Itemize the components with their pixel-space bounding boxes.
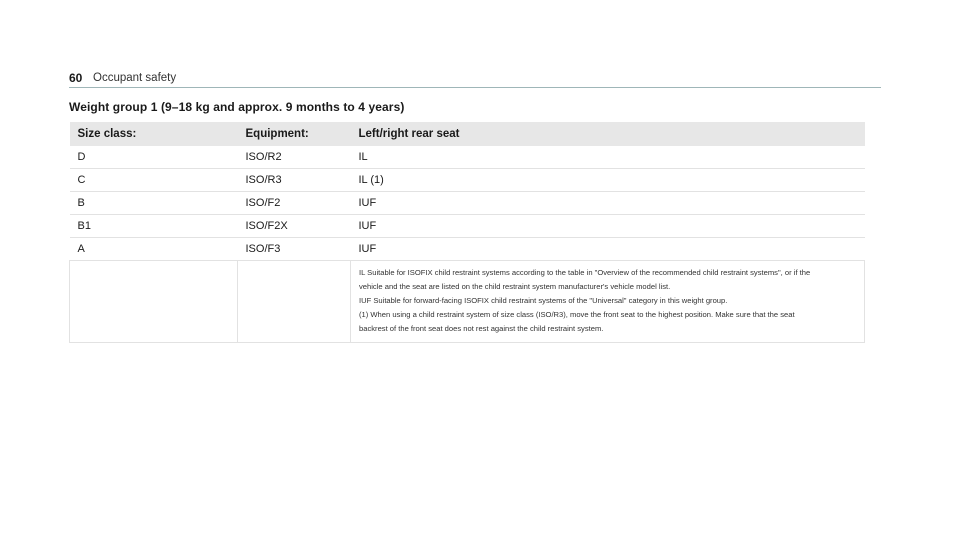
rear-seat-cell: IUF bbox=[351, 238, 865, 261]
table-row bbox=[70, 146, 865, 169]
equipment-cell: ISO/F2 bbox=[238, 192, 351, 215]
size-class-cell: B bbox=[70, 192, 238, 215]
footnote-line: IUF Suitable for forward-facing ISOFIX child restraint systems of the "Universal" category in this weight group. bbox=[359, 296, 728, 305]
table-row bbox=[70, 192, 865, 215]
footnote-line: (1) When using a child restraint system of size class (ISO/R3), move the front seat to the highest position. Make sure that the seat bbox=[359, 310, 795, 319]
footnote-line: IL Suitable for ISOFIX child restraint systems according to the table in "Overview of the recommended child restraint systems", or if the bbox=[359, 268, 811, 277]
table-header-row bbox=[70, 122, 865, 146]
size-class-cell: C bbox=[70, 169, 238, 192]
rear-seat-cell: IUF bbox=[351, 192, 865, 215]
section-name: Occupant safety bbox=[93, 72, 177, 84]
equipment-cell: ISO/R3 bbox=[238, 169, 351, 192]
child-seat-table bbox=[69, 122, 865, 343]
column-header-equipment: Equipment: bbox=[238, 122, 351, 146]
equipment-cell: ISO/R2 bbox=[238, 146, 351, 169]
section-title: Weight group 1 (9–18 kg and approx. 9 months to 4 years) bbox=[69, 100, 405, 114]
table-row bbox=[70, 169, 865, 192]
table-row bbox=[70, 215, 865, 238]
equipment-cell: ISO/F2X bbox=[238, 215, 351, 238]
column-header-size-class: Size class: bbox=[70, 122, 238, 146]
equipment-cell: ISO/F3 bbox=[238, 238, 351, 261]
page-number: 60 bbox=[69, 71, 83, 85]
rear-seat-cell: IUF bbox=[351, 215, 865, 238]
rear-seat-cell: IL (1) bbox=[351, 169, 865, 192]
rear-seat-cell: IL bbox=[351, 146, 865, 169]
notes-row bbox=[70, 261, 865, 343]
footnote-line: vehicle and the seat are listed on the child restraint system manufacturer's vehicle model list. bbox=[359, 282, 671, 291]
empty-cell bbox=[70, 261, 238, 343]
page-header bbox=[69, 70, 881, 88]
size-class-cell: A bbox=[70, 238, 238, 261]
size-class-cell: B1 bbox=[70, 215, 238, 238]
table-row bbox=[70, 238, 865, 261]
footnote-line: backrest of the front seat does not rest against the child restraint system. bbox=[359, 324, 604, 333]
empty-cell bbox=[238, 261, 351, 343]
column-header-rear-seat: Left/right rear seat bbox=[351, 122, 865, 146]
size-class-cell: D bbox=[70, 146, 238, 169]
footnotes-cell bbox=[351, 261, 865, 343]
